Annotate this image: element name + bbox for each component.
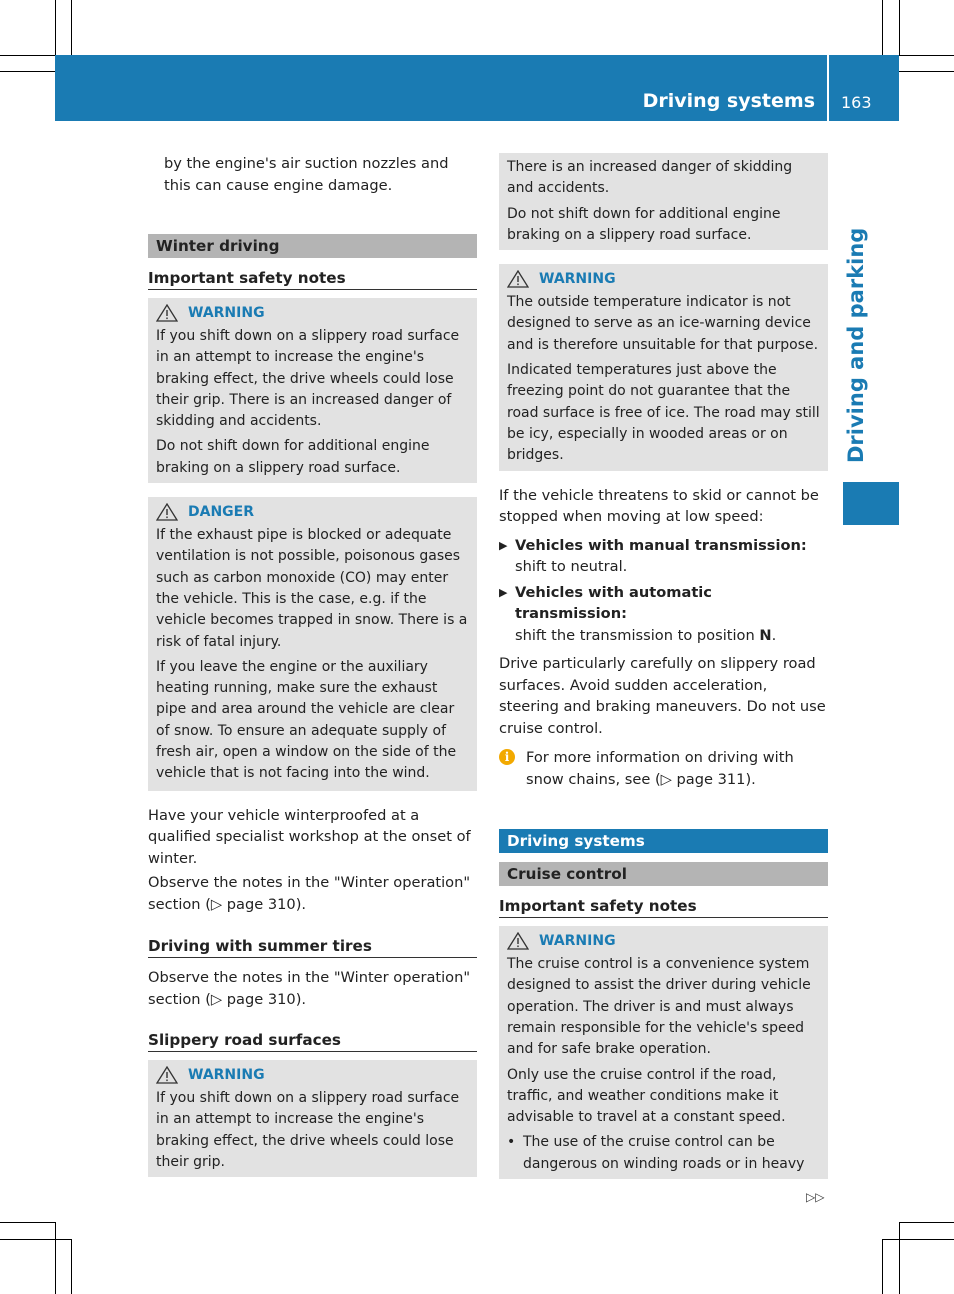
warning-text: The outside temperature indicator is not designed to serve as an ice-warning device and is therefore unsuitable for that purpose. <box>507 294 819 353</box>
warning-text: Indicated temperatures just above the freezing point do not guarantee that the road surface is free of ice. The road may still be icy, especially in wooded areas or on bridges. <box>507 362 820 464</box>
crop-mark <box>899 71 954 72</box>
instruction-bold: Vehicles with manual transmission: <box>515 536 807 554</box>
danger-text: If you leave the engine or the auxiliary heating running, make sure the exhaust pipe and area around the vehicle are clear of snow. To ensure an adequate supply of fresh air, open a window on the side of the vehicle that is not facing into the wind. <box>156 658 457 782</box>
crop-mark <box>899 1222 954 1223</box>
crop-mark <box>71 1239 72 1294</box>
arrow-right-icon: ▶ <box>499 585 508 599</box>
header-title: Driving systems <box>642 90 815 112</box>
crop-mark <box>882 1239 954 1240</box>
warning-text: Only use the cruise control if the road, traffic, and weather conditions make it advisable to travel at a constant speed. <box>507 1066 786 1126</box>
crop-mark <box>0 1239 71 1240</box>
info-text: For more information on driving with snow chains, see (▷ page 311). <box>526 749 794 788</box>
skid-intro-text: If the vehicle threatens to skid or cannot be stopped when moving at low speed: <box>499 486 819 526</box>
subhead-slippery-roads: Slippery road surfaces <box>148 1031 477 1052</box>
continue-arrow-icon: ▷▷ <box>806 1190 825 1204</box>
danger-label: DANGER <box>188 504 255 521</box>
danger-text: If the exhaust pipe is blocked or adequate ventilation is not possible, poisonous gases such as carbon monoxide (CO) may enter the vehicle. This is the case, e.g. if the vehicle becomes trapped in snow. There is a risk of fatal injury. <box>156 527 468 650</box>
observe-notes-text: Observe the notes in the "Winter operation" section (▷ page 310). <box>148 874 471 913</box>
warning-text: Do not shift down for additional engine braking on a slippery road surface. <box>156 438 430 476</box>
observe-notes-text: Observe the notes in the "Winter operation" section (▷ page 310). <box>148 969 471 1008</box>
section-driving-systems: Driving systems <box>499 829 828 853</box>
warning-text: The cruise control is a convenience system designed to assist the driver during vehicle operation. The driver is and must always remain responsible for the vehicle's speed and for safe brake operation. <box>507 956 811 1058</box>
right-column <box>499 153 828 1179</box>
page-number: 163 <box>841 93 872 112</box>
warning-triangle-icon <box>156 1066 178 1084</box>
page-header <box>55 55 899 121</box>
warning-box <box>499 926 828 1179</box>
section-winter-driving: Winter driving <box>148 234 477 258</box>
crop-mark <box>882 0 883 55</box>
warning-label: WARNING <box>188 1067 265 1084</box>
instruction-item <box>499 582 828 647</box>
danger-box <box>148 497 477 791</box>
warning-heading <box>156 1066 469 1084</box>
crop-mark <box>55 1222 56 1294</box>
gear-position: N <box>759 626 772 644</box>
warning-label: WARNING <box>539 933 616 950</box>
warning-box-continued <box>499 153 828 250</box>
side-tab-marker <box>843 482 899 525</box>
warning-label: WARNING <box>539 271 616 288</box>
warning-text: If you shift down on a slippery road surface in an attempt to increase the engine's braking effect, the drive wheels could lose their grip. There is an increased danger of skidding and accidents. <box>156 328 460 430</box>
crop-mark <box>0 55 55 56</box>
left-column <box>148 153 477 1177</box>
crop-mark <box>899 1222 900 1294</box>
bullet-text: The use of the cruise control can be dangerous on winding roads or in heavy <box>523 1134 805 1172</box>
warning-box <box>148 1060 477 1177</box>
arrow-right-icon: ▶ <box>499 538 508 552</box>
crop-mark <box>55 0 56 55</box>
instruction-text: shift to neutral. <box>515 558 628 576</box>
warning-heading <box>507 270 820 288</box>
careful-text: Drive particularly carefully on slippery road surfaces. Avoid sudden acceleration, steering and braking maneuvers. Do not use cruise control. <box>499 655 826 737</box>
crop-mark <box>899 55 954 56</box>
subhead-summer-tires: Driving with summer tires <box>148 937 477 958</box>
warning-triangle-icon <box>507 270 529 288</box>
warning-triangle-icon <box>156 304 178 322</box>
warning-heading <box>507 932 820 950</box>
crop-mark <box>0 1222 55 1223</box>
section-cruise-control: Cruise control <box>499 862 828 886</box>
warning-text: There is an increased danger of skidding and accidents. <box>507 159 793 197</box>
instruction-item <box>499 535 828 578</box>
crop-mark <box>71 0 72 55</box>
warning-box <box>148 298 477 483</box>
warning-box <box>499 264 828 470</box>
warning-label: WARNING <box>188 305 265 321</box>
info-note <box>499 747 828 790</box>
header-divider <box>827 55 829 121</box>
warning-triangle-icon <box>507 932 529 950</box>
crop-mark <box>882 1239 883 1294</box>
warning-text: If you shift down on a slippery road surface in an attempt to increase the engine's braking effect, the drive wheels could lose their grip. <box>156 1090 460 1171</box>
info-icon: i <box>499 749 515 765</box>
bullet-item <box>507 1132 820 1175</box>
intro-text: by the engine's air suction nozzles and this can cause engine damage. <box>164 155 449 194</box>
danger-heading <box>156 503 469 521</box>
crop-mark <box>899 0 900 55</box>
instruction-end: . <box>771 626 777 644</box>
warning-text: Do not shift down for additional engine braking on a slippery road surface. <box>507 205 781 243</box>
warning-heading <box>156 304 469 322</box>
crop-mark <box>0 71 55 72</box>
bullet-dot: • <box>507 1134 516 1151</box>
subhead-important-safety-notes: Important safety notes <box>499 897 828 918</box>
subhead-important-safety-notes: Important safety notes <box>148 269 477 290</box>
winterproof-text: Have your vehicle winterproofed at a qualified specialist workshop at the onset of winter. <box>148 806 471 867</box>
side-tab-title: Driving and parking <box>844 227 868 463</box>
warning-triangle-icon <box>156 503 178 521</box>
instruction-bold: Vehicles with automatic transmission: <box>515 583 712 623</box>
instruction-text: shift the transmission to position <box>515 626 755 644</box>
